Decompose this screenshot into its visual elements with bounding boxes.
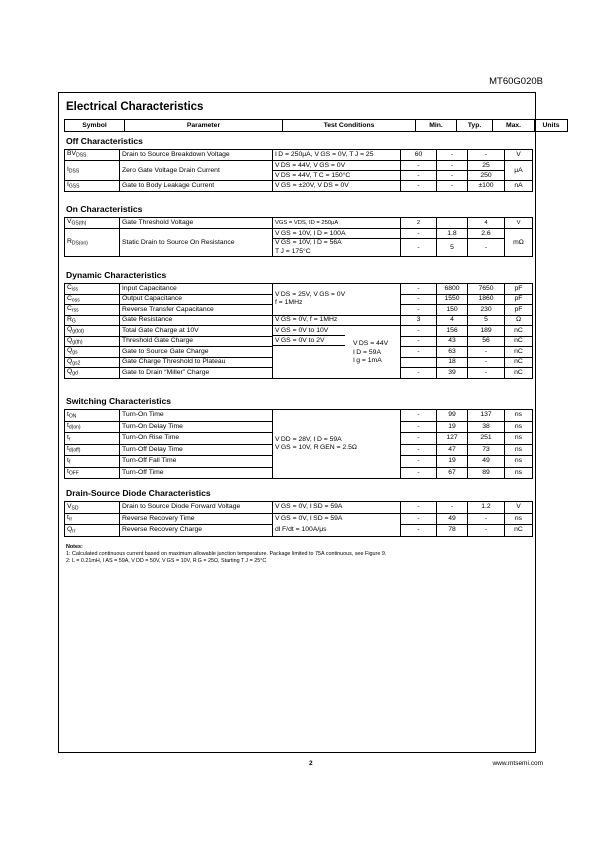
unit-cell: pF [505,284,533,295]
notes-heading: Notes: [66,544,83,550]
max-cell: 4 [468,218,505,229]
min-cell: - [401,229,437,239]
typ-cell: 1550 [437,294,468,305]
unit-cell: nC [505,525,533,537]
min-cell: - [401,525,437,537]
off-table [64,149,533,192]
symbol-cell: $Q_{gs2}$ [65,357,120,368]
typ-cell: 99 [437,410,468,422]
symbol-cell: $Q_{gd}$ [65,368,120,379]
typ-cell: 4 [437,315,468,326]
param-cell: Turn-Off Delay Time [120,444,273,456]
unit-cell: nC [505,326,533,337]
min-cell: 60 [401,150,437,161]
min-cell: - [401,502,437,514]
symbol-cell: $t_{rr}$ [65,513,120,525]
unit-cell: nC [505,336,533,347]
param-cell: Turn-On Rise Time [120,433,273,445]
typ-cell: 5 [437,239,468,257]
table-row [65,513,533,525]
typ-cell: 156 [437,326,468,337]
max-cell: 1.2 [468,502,505,514]
min-cell [401,357,437,368]
min-cell: - [401,444,437,456]
min-cell: - [401,456,437,468]
column-header [64,119,568,132]
param-cell: Turn-Off Fall Time [120,456,273,468]
cond-cell: dI F/dt = 100A/μs [273,525,401,537]
min-cell: - [401,421,437,433]
min-cell: - [401,181,437,192]
param-cell: Gate Threshold Voltage [120,218,273,229]
max-cell: 189 [468,326,505,337]
max-cell: 2.6 [468,229,505,239]
max-cell: 250 [468,171,505,181]
max-cell: - [468,513,505,525]
typ-cell: 49 [437,513,468,525]
cond-cell: V GS = 0V, I SD = 59A [273,513,401,525]
typ-cell: 6800 [437,284,468,295]
typ-cell: 78 [437,525,468,537]
unit-cell: ns [505,456,533,468]
max-cell: 89 [468,467,505,479]
cap-cond-cell: V DS = 25V, V GS = 0V f = 1MHz [273,284,401,316]
param-cell: Gate to Source Gate Charge [120,347,273,358]
max-cell: 230 [468,305,505,316]
max-cell: ±100 [468,181,505,192]
symbol-cell: $R_{DS(on)}$ [65,229,120,257]
param-cell: Threshold Gate Charge [120,336,273,347]
param-cell: Turn-On Delay Time [120,421,273,433]
max-cell: 137 [468,410,505,422]
col-max: Max. [493,120,535,132]
min-cell: - [401,368,437,379]
max-cell: 5 [468,315,505,326]
param-cell: Turn-Off Time [120,467,273,479]
section-title: Electrical Characteristics [66,101,204,113]
on-heading: On Characteristics [66,204,143,214]
part-number: MT60G020B [489,76,543,87]
col-parameter: Parameter [125,120,283,132]
param-cell: Zero Gate Voltage Drain Current [120,161,273,181]
typ-cell: 43 [437,336,468,347]
param-cell: Drain to Source Diode Forward Voltage [120,502,273,514]
unit-cell: nC [505,368,533,379]
switching-table [64,409,533,479]
dynamic-heading: Dynamic Characteristics [66,270,167,280]
symbol-cell: $I_{GSS}$ [65,181,120,192]
max-cell: 73 [468,444,505,456]
col-min: Min. [416,120,457,132]
typ-cell: - [437,150,468,161]
max-cell: - [468,357,505,368]
table-row [65,161,533,171]
symbol-cell: $t_{d(on)}$ [65,421,120,433]
min-cell: - [401,239,437,257]
max-cell: 1860 [468,294,505,305]
param-cell: Static Drain to Source On Resistance [120,229,273,257]
min-cell: - [401,467,437,479]
cond-cell: V GS = 10V, I D = 56A T J = 175°C [273,239,401,257]
max-cell: - [468,239,505,257]
rg-cond-cell: V GS = 0V, f = 1MHz [273,315,401,326]
symbol-cell: $Q_{gs}$ [65,347,120,358]
gate-charge-cond-cell [273,326,401,379]
note-1: 1: Calculated continuous current based on maximum allowable junction temperature. Package limited to 75A continuous, see Figure 9. [66,551,387,557]
unit-cell: V [505,218,533,229]
table-row [65,315,533,326]
symbol-cell: $t_r$ [65,433,120,445]
switching-heading: Switching Characteristics [66,396,172,406]
unit-cell: ns [505,421,533,433]
min-cell: - [401,326,437,337]
param-cell: Gate to Drain “Miller” Charge [120,368,273,379]
typ-cell: - [437,502,468,514]
unit-cell: pF [505,294,533,305]
max-cell: - [468,525,505,537]
table-row [65,150,533,161]
typ-cell: 63 [437,347,468,358]
cond-cell: V GS = 0V, I SD = 59A [273,502,401,514]
symbol-cell: $t_f$ [65,456,120,468]
col-test-conditions: Test Conditions [283,120,416,132]
param-cell: Gate to Body Leakage Current [120,181,273,192]
typ-cell: 19 [437,456,468,468]
min-cell: - [401,347,437,358]
max-cell: 251 [468,433,505,445]
max-cell: 25 [468,161,505,171]
unit-cell: mΩ [505,229,533,257]
param-cell: Turn-On Time [120,410,273,422]
on-table [64,217,533,257]
typ-cell: 127 [437,433,468,445]
gate-side-conds: V DS = 44V I D = 59A I g = 1mA [353,340,389,364]
param-cell: Total Gate Charge at 10V [120,326,273,337]
param-cell: Reverse Recovery Time [120,513,273,525]
min-cell: - [401,305,437,316]
symbol-cell: $Q_{g(th)}$ [65,336,120,347]
diode-table [64,501,533,537]
unit-cell: ns [505,433,533,445]
typ-cell: 67 [437,467,468,479]
min-cell: 2 [401,218,437,229]
unit-cell: V [505,502,533,514]
symbol-cell: $C_{rss}$ [65,305,120,316]
switching-cond-cell: V DD = 28V, I D = 59A V GS = 10V, R GEN = 2.5Ω [273,410,401,479]
col-symbol: Symbol [65,120,125,132]
typ-cell: - [437,161,468,171]
symbol-cell: $t_{d(off)}$ [65,444,120,456]
cond-cell: V DS = 44V, V GS = 0V [273,161,401,171]
min-cell: - [401,294,437,305]
unit-cell: ns [505,410,533,422]
qg-cond-10v: V GS = 0V to 10V [273,326,345,336]
unit-cell: Ω [505,315,533,326]
table-row [65,525,533,537]
param-cell: Reverse Recovery Charge [120,525,273,537]
unit-cell: ns [505,467,533,479]
table-row [65,181,533,192]
unit-cell: nC [505,357,533,368]
max-cell: 49 [468,456,505,468]
unit-cell: ns [505,444,533,456]
cond-cell: V GS = ±20V, V DS = 0V [273,181,401,192]
symbol-cell: $R_G$ [65,315,120,326]
symbol-cell: $t_{OFF}$ [65,467,120,479]
unit-cell: μA [505,161,533,181]
cond-cell: I D = 250μA, V GS = 0V, T J = 25 [273,150,401,161]
typ-cell: - [437,181,468,192]
off-heading: Off Characteristics [66,136,143,146]
cond-cell: V DS = 44V, T C = 150°C [273,171,401,181]
max-cell: 56 [468,336,505,347]
typ-cell: 18 [437,357,468,368]
param-cell: Reverse Transfer Capacitance [120,305,273,316]
symbol-cell: $C_{iss}$ [65,284,120,295]
qg-cond-2v: V GS = 0V to 2V [273,336,345,346]
unit-cell: pF [505,305,533,316]
page-number: 2 [309,760,313,767]
table-row [65,326,533,337]
footer-url[interactable]: www.mtsemi.com [492,760,543,767]
table-row [65,410,533,422]
min-cell: - [401,284,437,295]
param-cell: Drain to Source Breakdown Voltage [120,150,273,161]
typ-cell [437,218,468,229]
col-typ: Typ. [457,120,493,132]
typ-cell: 47 [437,444,468,456]
min-cell: - [401,433,437,445]
notes [66,544,386,565]
symbol-cell: $BV_{DSS}$ [65,150,120,161]
typ-cell: - [437,171,468,181]
cond-cell: VGS = VDS, ID = 250μA [273,218,401,229]
symbol-cell: $t_{ON}$ [65,410,120,422]
max-cell: - [468,150,505,161]
typ-cell: 1.8 [437,229,468,239]
symbol-cell: $V_{SD}$ [65,502,120,514]
unit-cell: nA [505,181,533,192]
unit-cell: V [505,150,533,161]
symbol-cell: $V_{GS(th)}$ [65,218,120,229]
param-cell: Output Capacitance [120,294,273,305]
param-cell: Gate Resistance [120,315,273,326]
typ-cell: 39 [437,368,468,379]
symbol-cell: $Q_{rr}$ [65,525,120,537]
param-cell: Input Capacitance [120,284,273,295]
min-cell: - [401,171,437,181]
typ-cell: 150 [437,305,468,316]
symbol-cell: $I_{DSS}$ [65,161,120,181]
symbol-cell: $Q_{g(tot)}$ [65,326,120,337]
note-2: 2: L = 0.21mH, I AS = 59A, V DD = 50V, V GS = 10V, R G = 25Ω, Starting T J = 25°C [66,558,267,564]
cond-cell: V GS = 10V, I D = 100A [273,229,401,239]
min-cell: - [401,513,437,525]
min-cell: - [401,410,437,422]
electrical-characteristics-frame [58,92,560,753]
min-cell: - [401,336,437,347]
table-row [65,284,533,295]
typ-cell: 19 [437,421,468,433]
min-cell: 3 [401,315,437,326]
max-cell: 38 [468,421,505,433]
min-cell: - [401,161,437,171]
max-cell: 7650 [468,284,505,295]
max-cell: - [468,368,505,379]
col-units: Units [535,120,568,132]
table-row [65,218,533,229]
unit-cell: nC [505,347,533,358]
table-row [65,229,533,239]
param-cell: Gate Charge Threshold to Plateau [120,357,273,368]
dynamic-table [64,283,533,379]
diode-heading: Drain-Source Diode Characteristics [66,488,211,498]
table-row [65,502,533,514]
symbol-cell: $C_{oss}$ [65,294,120,305]
max-cell: - [468,347,505,358]
unit-cell: ns [505,513,533,525]
